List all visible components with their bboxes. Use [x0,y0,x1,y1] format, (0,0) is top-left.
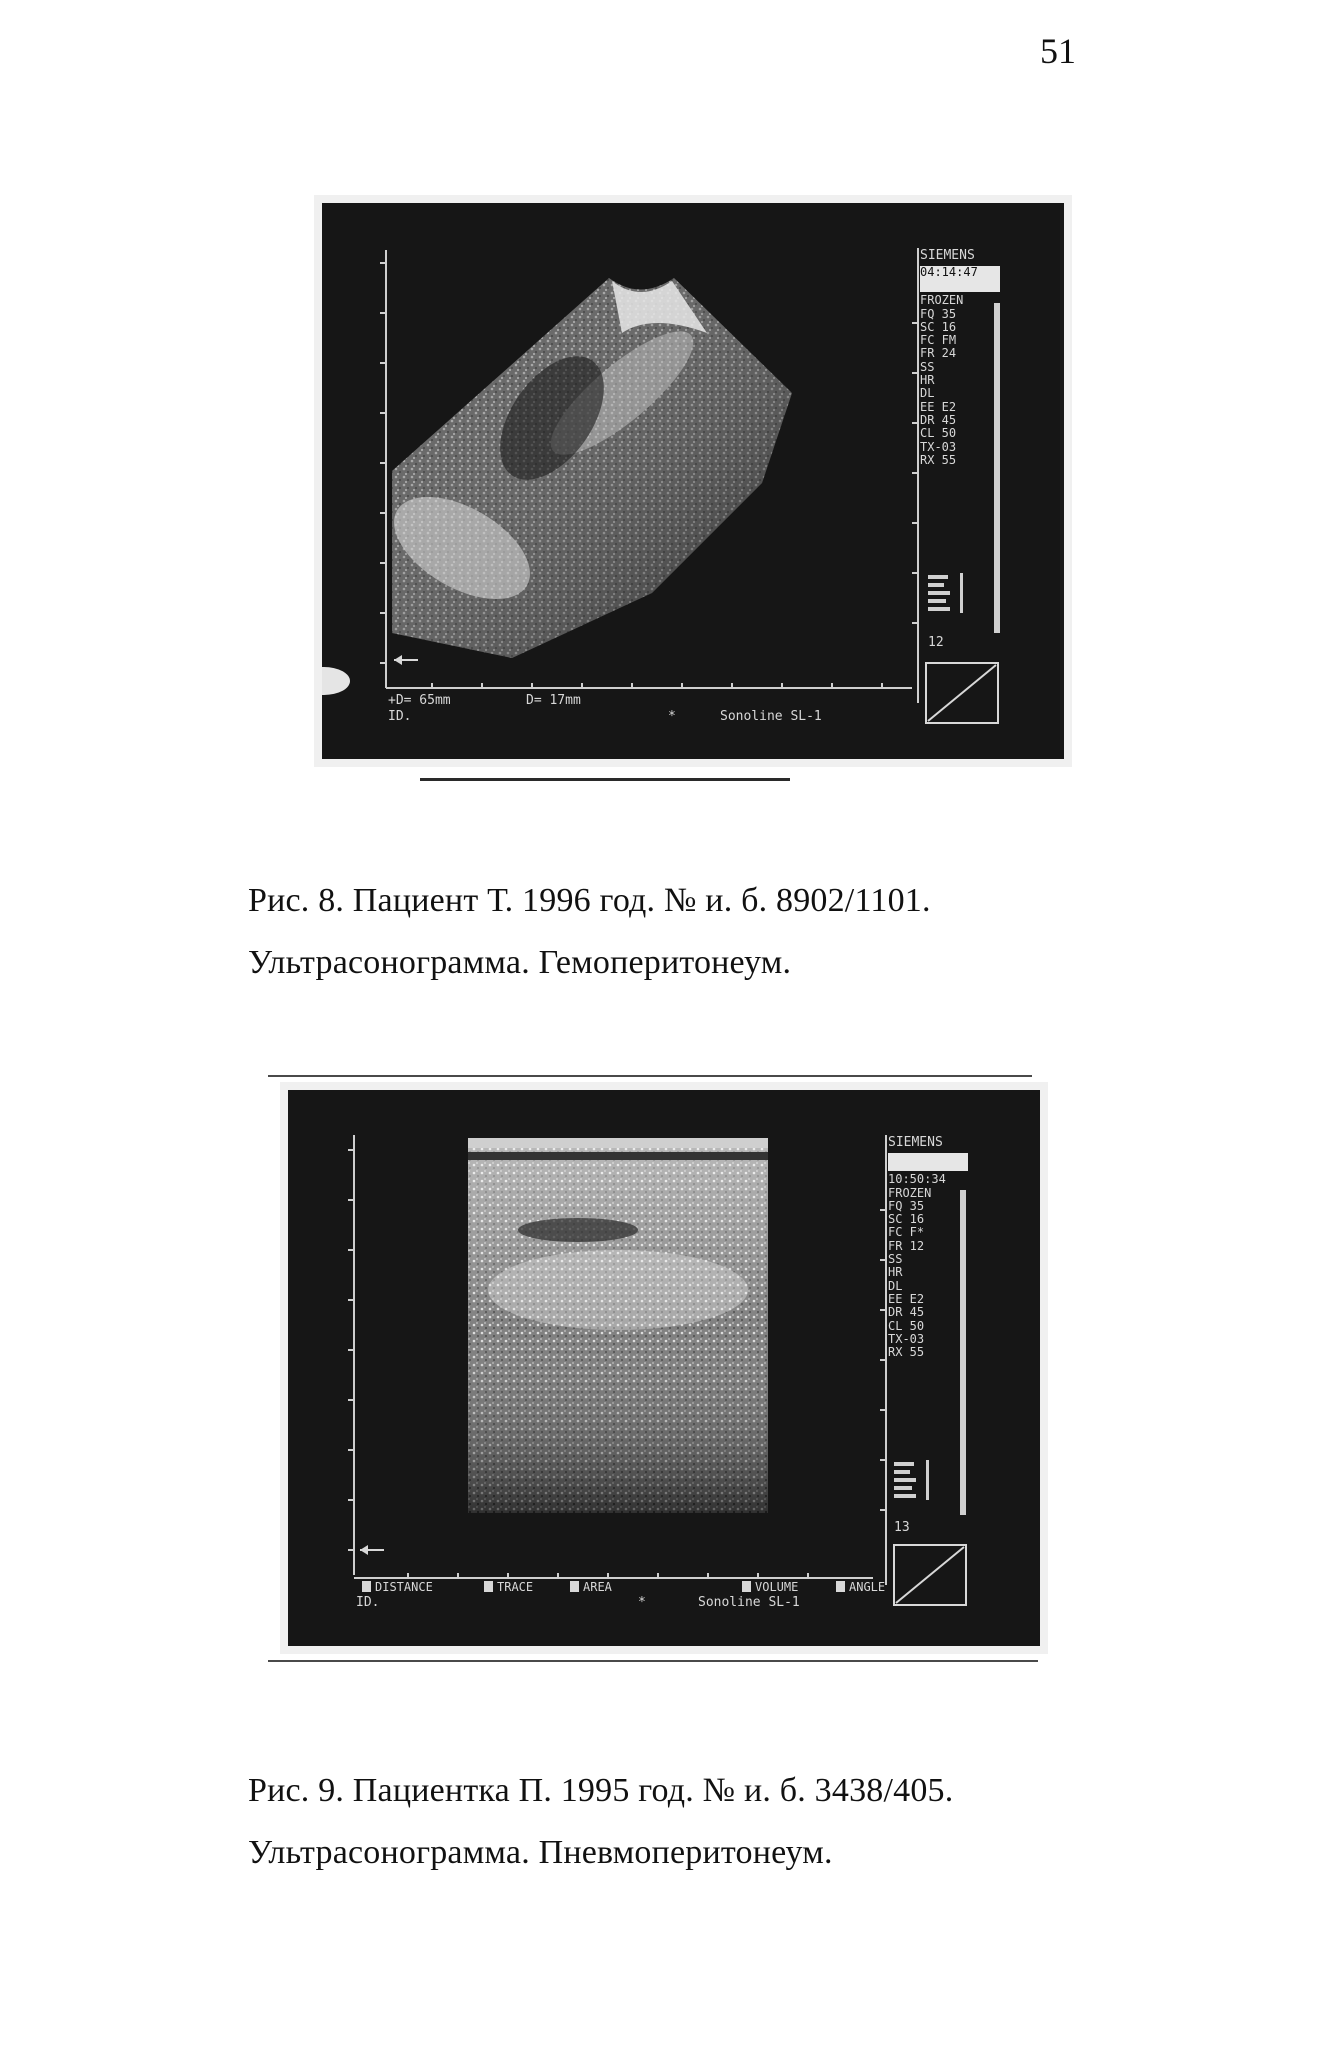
measurement-1: +D= 65mm [388,693,451,708]
param-line: RX 55 [920,452,957,467]
param-line: DR 45 [888,1305,925,1320]
param-line: SS [888,1252,903,1267]
param-line: DR 45 [920,412,957,427]
trackball-box-icon [926,663,998,723]
param-line: HR [920,373,935,388]
scanner-brand: SIEMENS [888,1135,943,1150]
param-line: FQ 35 [888,1198,925,1213]
scanner-time: 10:50:34 [888,1172,946,1187]
caption-line: Рис. 9. Пациентка П. 1995 год. № и. б. 3438/405. [248,1772,954,1809]
left-arrow-icon [360,1545,384,1555]
param-line: FROZEN [888,1185,932,1200]
scanner-parameter-panel [920,249,1000,467]
scanner-model: Sonoline SL-1 [698,1595,800,1610]
caption-line: Рис. 8. Пациент Т. 1996 год. № и. б. 8902/1101. [248,882,931,919]
measurement-2: D= 17mm [526,693,581,708]
scanner-time: 04:14:47 [920,266,1000,292]
param-line: TX-03 [888,1331,925,1346]
param-line: DL [888,1278,903,1293]
divider [420,778,790,781]
param-line: SS [920,359,935,374]
ultrasound-image-pneumoperitoneum [288,1090,1040,1646]
param-line: RX 55 [888,1345,925,1360]
param-line: DL [920,386,935,401]
param-line: FROZEN [920,293,964,308]
caption-line: Ультрасонограмма. Пневмоперитонеум. [248,1834,833,1871]
scanner-model: Sonoline SL-1 [720,709,822,724]
tool-angle: ANGLE [836,1580,885,1594]
divider [268,1660,1038,1662]
param-line: CL 50 [888,1318,925,1333]
param-line: HR [888,1265,903,1280]
param-line: SC 16 [888,1212,925,1227]
param-line: FC FM [920,333,957,348]
tool-volume: VOLUME [742,1580,798,1594]
scanner-brand: SIEMENS [920,248,975,263]
ultrasound-image-hemoperitoneum [322,203,1064,759]
param-line: TX-03 [920,439,957,454]
tool-distance: DISTANCE [362,1580,433,1594]
scanner-parameter-panel [888,1136,968,1359]
page-number: 51 [1040,31,1076,71]
id-label: ID. [356,1595,380,1610]
param-line: FR 24 [920,346,957,361]
depth-number: 12 [928,635,944,650]
depth-number: 13 [894,1520,910,1535]
param-line: SC 16 [920,319,957,334]
figure-9-caption [248,1760,953,1884]
param-line: FC F* [888,1225,925,1240]
param-line: EE E2 [920,399,957,414]
divider [268,1075,1032,1077]
asterisk-marker: * [638,1595,646,1610]
figure-8-caption [248,870,931,994]
left-arrow-icon [394,655,418,665]
scanner-time-box [888,1153,968,1171]
param-line: CL 50 [920,426,957,441]
asterisk-marker: * [668,709,676,724]
param-line: FQ 35 [920,306,957,321]
tool-area: AREA [570,1580,612,1594]
caption-line: Ультрасонограмма. Гемоперитонеум. [248,944,792,981]
trackball-box-icon [894,1545,966,1605]
tool-trace: TRACE [484,1580,533,1594]
param-line: FR 12 [888,1238,925,1253]
param-line: EE E2 [888,1291,925,1306]
id-label: ID. [388,709,412,724]
